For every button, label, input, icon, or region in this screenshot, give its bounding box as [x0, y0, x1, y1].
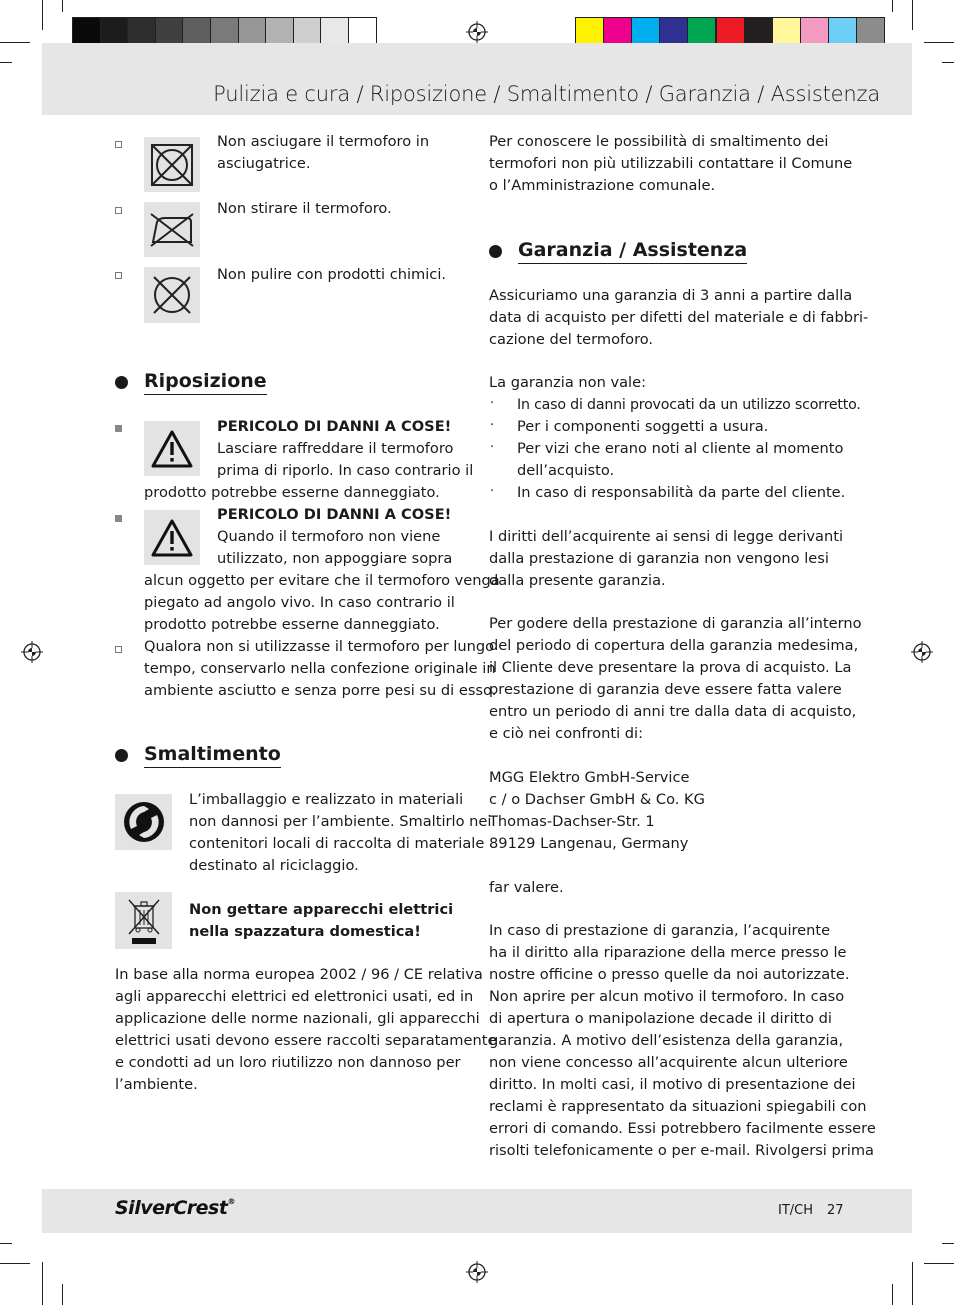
checkbox-bullet [115, 646, 122, 653]
repair-line: garanzia. A motivo dell’esistenza della garanzia, [489, 1032, 844, 1049]
grayscale-swatch [155, 17, 184, 46]
process-color-swatch [856, 17, 885, 46]
address-line: Thomas-Dachser-Str. 1 [489, 813, 655, 830]
directive-line: applicazione delle norme nazionali, gli apparecchi [115, 1010, 480, 1027]
crossed-bin-icon [115, 892, 172, 949]
registration-mark-icon [21, 641, 43, 663]
weee-warning-line: Non gettare apparecchi elettrici [189, 901, 454, 918]
warranty-line: data di acquisto per difetti del materiale e di fabbri- [489, 309, 869, 326]
repair-line: ha il diritto alla riparazione della merce presso le [489, 944, 847, 961]
warning-line: Quando il termoforo non viene [217, 528, 441, 545]
repair-line: diritto. In molti casi, il motivo di presentazione dei [489, 1076, 856, 1093]
crop-mark [0, 1263, 30, 1264]
warning-line: alcun oggetto per evitare che il termoforo venga [144, 572, 500, 589]
directive-line: e condotti ad un loro riutilizzo non dannoso per [115, 1054, 461, 1071]
exclusion-item: Per i componenti soggetti a usura. [517, 418, 769, 435]
registration-mark-icon [911, 641, 933, 663]
care-text-chemical: Non pulire con prodotti chimici. [217, 266, 447, 283]
far-valere-text: far valere. [489, 879, 564, 896]
packaging-line: contenitori locali di raccolta di materiale [189, 835, 485, 852]
rights-line: dalla prestazione di garanzia non vengono lesi [489, 550, 829, 567]
process-color-swatch [575, 17, 604, 46]
repair-line: In caso di prestazione di garanzia, l’acquirente [489, 922, 831, 939]
warning-line: piegato ad angolo vivo. In caso contrario il [144, 594, 455, 611]
repair-line: risolti telefonicamente o per e-mail. Rivolgersi prima [489, 1142, 874, 1159]
brand-logo: SilverCrest® [115, 1197, 235, 1219]
list-dot: · [490, 396, 495, 411]
registration-mark-icon [466, 21, 488, 43]
grayscale-swatch [293, 17, 322, 46]
warning-line: Lasciare raffreddare il termoforo [217, 440, 454, 457]
repair-line: nostre officine o presso quelle da noi autorizzate. [489, 966, 850, 983]
list-dot: · [490, 440, 495, 455]
crop-mark [0, 62, 12, 63]
repair-line: Non aprire per alcun motivo il termoforo. In caso [489, 988, 845, 1005]
grayscale-swatch [348, 17, 377, 46]
crop-mark [0, 1243, 12, 1244]
claim-line: e ciò nei confronti di: [489, 725, 644, 742]
process-color-swatch [659, 17, 688, 46]
crop-mark [924, 42, 954, 43]
crop-mark [42, 0, 43, 30]
exclusion-item: In caso di danni provocati da un utilizzo scorretto. [517, 397, 861, 413]
directive-line: l’ambiente. [115, 1076, 198, 1093]
process-color-swatch [631, 17, 660, 46]
grayscale-swatch [320, 17, 349, 46]
heading-garanzia: Garanzia / Assistenza [518, 239, 747, 264]
locale-label: IT/CH [778, 1203, 814, 1218]
directive-line: agli apparecchi elettrici ed elettronici usati, ed in [115, 988, 474, 1005]
process-color-swatch [800, 17, 829, 46]
claim-line: entro un periodo di anni tre dalla data di acquisto, [489, 703, 857, 720]
crop-mark [942, 62, 954, 63]
crop-mark [62, 0, 63, 12]
warning-bullet [115, 515, 122, 522]
disposal-intro-line: o l’Amministrazione comunale. [489, 177, 716, 194]
storage-note-line: tempo, conservarlo nella confezione originale in [144, 660, 496, 677]
grayscale-swatch [210, 17, 239, 46]
packaging-line: non dannosi per l’ambiente. Smaltirlo nei [189, 813, 492, 830]
warning-triangle-icon [144, 510, 200, 565]
warranty-line: Assicuriamo una garanzia di 3 anni a partire dalla [489, 287, 853, 304]
exclusion-item: dell’acquisto. [517, 462, 615, 479]
crop-mark [942, 1243, 954, 1244]
storage-note-line: ambiente asciutto e senza porre pesi su di esso. [144, 682, 497, 699]
process-color-swatch [603, 17, 632, 46]
process-color-swatch [716, 17, 745, 46]
green-dot-recycle-icon [115, 794, 172, 850]
grayscale-swatch [238, 17, 267, 46]
warranty-line: cazione del termoforo. [489, 331, 654, 348]
exclusion-item: In caso di responsabilità da parte del cliente. [517, 484, 846, 501]
address-line: c / o Dachser GmbH & Co. KG [489, 791, 705, 808]
checkbox-bullet [115, 207, 122, 214]
page-number: 27 [827, 1203, 844, 1218]
list-dot: · [490, 418, 495, 433]
no-ironing-icon [144, 202, 200, 257]
process-color-swatch [687, 17, 716, 46]
crop-mark [42, 1262, 43, 1305]
process-color-swatch [772, 17, 801, 46]
directive-line: In base alla norma europea 2002 / 96 / CE relativa [115, 966, 483, 983]
crop-mark [924, 1263, 954, 1264]
care-text-ironing: Non stirare il termoforo. [217, 200, 392, 217]
no-chemical-cleaning-icon [144, 267, 200, 323]
disposal-intro-line: Per conoscere le possibilità di smaltimento dei [489, 133, 829, 150]
checkbox-bullet [115, 272, 122, 279]
repair-line: non viene concesso all’acquirente alcun ulteriore [489, 1054, 848, 1071]
registration-mark-icon [466, 1261, 488, 1283]
process-color-swatch [744, 17, 773, 46]
warning-line: prodotto potrebbe esserne danneggiato. [144, 616, 440, 633]
warning-line: prodotto potrebbe esserne danneggiato. [144, 484, 440, 501]
claim-line: il Cliente deve presentare la prova di acquisto. La [489, 659, 852, 676]
disposal-intro-line: termofori non più utilizzabili contattare il Comune [489, 155, 853, 172]
claim-line: del periodo di copertura della garanzia medesima, [489, 637, 859, 654]
section-bullet [115, 376, 128, 389]
warning-title: PERICOLO DI DANNI A COSE! [217, 506, 452, 523]
warning-title: PERICOLO DI DANNI A COSE! [217, 418, 452, 435]
heading-smaltimento: Smaltimento [144, 743, 281, 768]
repair-line: errori di comando. Essi potrebbero facilmente essere [489, 1120, 876, 1137]
storage-note-line: Qualora non si utilizzasse il termoforo per lungo [144, 638, 495, 655]
repair-line: di apertura o manipolazione decade il diritto di [489, 1010, 832, 1027]
grayscale-swatch [72, 17, 101, 46]
address-line: MGG Elektro GmbH-Service [489, 769, 690, 786]
claim-line: Per godere della prestazione di garanzia all’interno [489, 615, 862, 632]
warning-triangle-icon [144, 421, 200, 476]
list-dot: · [490, 484, 495, 499]
no-tumble-dry-icon [144, 137, 200, 192]
warning-line: prima di riporlo. In caso contrario il [217, 462, 474, 479]
grayscale-swatch [265, 17, 294, 46]
process-color-swatch [828, 17, 857, 46]
checkbox-bullet [115, 141, 122, 148]
crop-mark [62, 1284, 63, 1305]
crop-mark [912, 1262, 913, 1305]
grayscale-swatch [182, 17, 211, 46]
claim-line: prestazione di garanzia deve essere fatta valere [489, 681, 842, 698]
rights-line: dalla presente garanzia. [489, 572, 666, 589]
warning-bullet [115, 425, 122, 432]
care-text-tumble: Non asciugare il termoforo in asciugatrice. [217, 133, 430, 172]
not-valid-label: La garanzia non vale: [489, 374, 647, 391]
grayscale-swatch [127, 17, 156, 46]
section-bullet [115, 749, 128, 762]
crop-mark [892, 0, 893, 12]
crop-mark [892, 1284, 893, 1305]
exclusion-item: Per vizi che erano noti al cliente al momento [517, 440, 844, 457]
packaging-line: L’imballaggio e realizzato in materiali [189, 791, 464, 808]
section-bullet [489, 245, 502, 258]
weee-warning-line: nella spazzatura domestica! [189, 923, 421, 940]
warning-line: utilizzato, non appoggiare sopra [217, 550, 453, 567]
repair-line: reclami è rappresentato da situazioni spiegabili con [489, 1098, 867, 1115]
crop-mark [912, 0, 913, 30]
packaging-line: destinato al riciclaggio. [189, 857, 359, 874]
address-line: 89129 Langenau, Germany [489, 835, 689, 852]
heading-riposizione: Riposizione [144, 370, 267, 395]
crop-mark [0, 42, 30, 43]
page-title: Pulizia e cura / Riposizione / Smaltimento / Garanzia / Assistenza [213, 82, 880, 106]
grayscale-swatch [100, 17, 129, 46]
rights-line: I diritti dell’acquirente ai sensi di legge derivanti [489, 528, 844, 545]
directive-line: elettrici usati devono essere raccolti separatamente [115, 1032, 497, 1049]
